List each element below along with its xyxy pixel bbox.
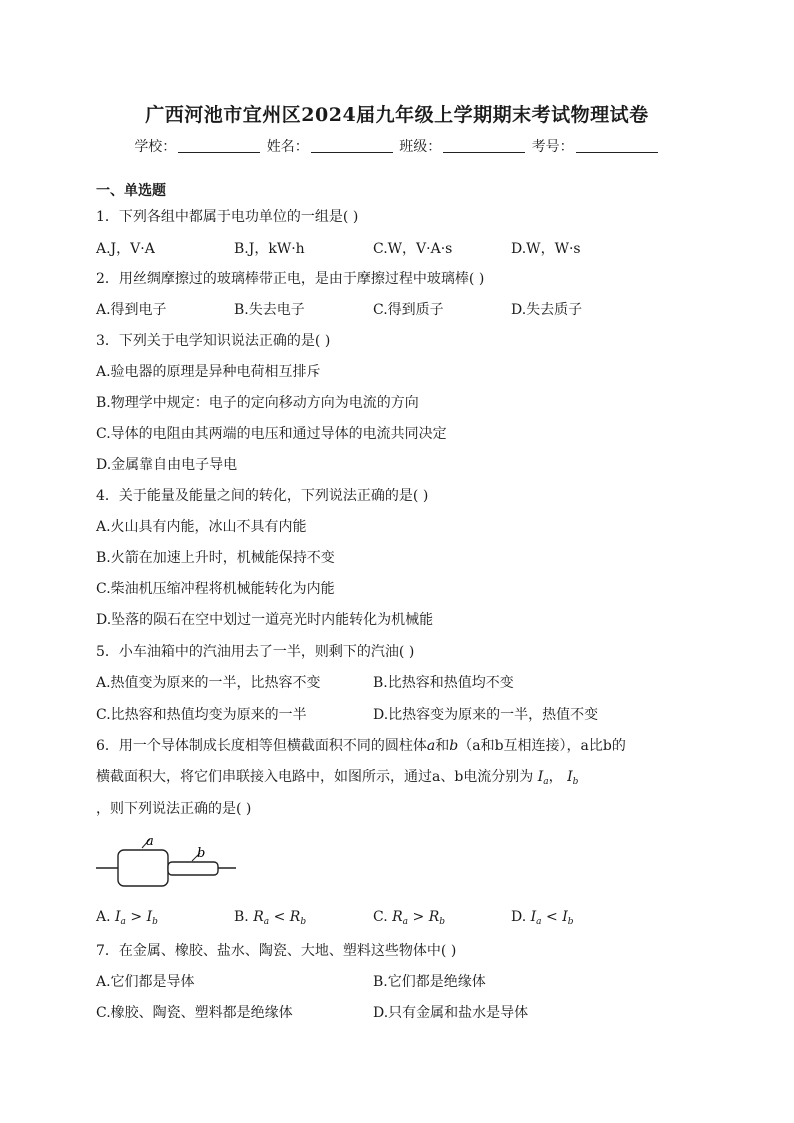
q4-option-a[interactable]: A.火山具有内能，冰山不具有内能 [96, 519, 307, 535]
school-label: 学校： [134, 139, 177, 155]
q6-and: 和 [435, 738, 450, 754]
q7-option-d[interactable]: D.只有金属和盐水是导体 [373, 1005, 529, 1021]
question-6-line-3: ，则下列说法正确的是( ) [96, 801, 252, 817]
cylinder-a [118, 850, 168, 886]
q6-text-2: 横截面积大，将它们串联接入电路中，如图所示，通过a、b电流分别为 [96, 769, 534, 785]
q7-option-c[interactable]: C.橡胶、陶瓷、塑料都是绝缘体 [96, 1005, 293, 1021]
figure-label-a: a [146, 835, 154, 849]
exam-number-blank[interactable] [576, 138, 658, 153]
q6-comma: ， [548, 769, 563, 785]
class-label: 班级： [399, 139, 442, 155]
q6-var-a: a [426, 738, 436, 754]
q4-option-d[interactable]: D.坠落的陨石在空中划过一道亮光时内能转化为机械能 [96, 612, 434, 628]
q6-text-1: 6．用一个导体制成长度相等但横截面积不同的圆柱体 [96, 738, 427, 754]
current-Ib-symbol: $I_b$ [567, 769, 579, 787]
q4-option-c[interactable]: C.柴油机压缩冲程将机械能转化为内能 [96, 581, 335, 597]
q6-text-tail: a比b的 [580, 738, 626, 754]
q2-option-a[interactable]: A.得到电子 [96, 302, 167, 318]
current-Ia-symbol: $I_a$ [537, 769, 549, 787]
q7-option-b[interactable]: B.它们都是绝缘体 [373, 974, 486, 990]
question-7-stem: 7．在金属、橡胶、盐水、陶瓷、大地、塑料这些物体中( ) [96, 943, 457, 959]
q6-option-c[interactable]: C. $R_a > R_b$ [373, 909, 445, 927]
question-6-line-2 [96, 766, 578, 787]
q5-option-b[interactable]: B.比热容和热值均不变 [373, 675, 514, 691]
page-title: 广西河池市宜州区2024届九年级上学期期末考试物理试卷 [145, 104, 649, 126]
question-6-line-1 [96, 735, 626, 755]
question-3-stem: 3．下列关于电学知识说法正确的是( ) [96, 333, 331, 349]
q3-option-b[interactable]: B.物理学中规定：电子的定向移动方向为电流的方向 [96, 395, 419, 411]
q6-option-a[interactable]: A. $I_a > I_b$ [96, 909, 158, 927]
question-2-stem: 2．用丝绸摩擦过的玻璃棒带正电，是由于摩擦过程中玻璃棒( ) [96, 271, 485, 287]
student-info-line [0, 136, 794, 156]
exam-number-label: 考号： [531, 139, 574, 155]
figure-label-b: b [197, 846, 206, 861]
q2-option-c[interactable]: C.得到质子 [373, 302, 444, 318]
section-heading: 一、单选题 [96, 183, 166, 199]
q3-option-a[interactable]: A.验电器的原理是异种电荷相互排斥 [96, 364, 321, 380]
q2-option-b[interactable]: B.失去电子 [234, 302, 305, 318]
q3-option-d[interactable]: D.金属靠自由电子导电 [96, 457, 238, 473]
school-blank[interactable] [178, 138, 260, 153]
q1-option-b[interactable]: B.J，kW·h [234, 241, 305, 257]
q3-option-c[interactable]: C.导体的电阻由其两端的电压和通过导体的电流共同决定 [96, 426, 447, 442]
q4-option-b[interactable]: B.火箭在加速上升时，机械能保持不变 [96, 550, 335, 566]
q1-option-c[interactable]: C.W，V·A·s [373, 241, 453, 257]
question-5-stem: 5．小车油箱中的汽油用去了一半，则剩下的汽油( ) [96, 644, 415, 660]
question-1-stem: 1．下列各组中都属于电功单位的一组是( ) [96, 209, 359, 225]
name-blank[interactable] [311, 138, 393, 153]
class-blank[interactable] [443, 138, 525, 153]
cylinder-b [168, 862, 218, 875]
q6-option-d[interactable]: D. $I_a < I_b$ [511, 909, 574, 927]
q5-option-a[interactable]: A.热值变为原来的一半，比热容不变 [96, 675, 321, 691]
q1-option-a[interactable]: A.J，V·A [96, 241, 155, 257]
q6-option-b[interactable]: B. $R_a < R_b$ [234, 909, 307, 927]
q7-option-a[interactable]: A.它们都是导体 [96, 974, 195, 990]
q2-option-d[interactable]: D.失去质子 [511, 302, 583, 318]
q6-paren: （a和b互相连接）， [458, 738, 581, 754]
question-4-stem: 4．关于能量及能量之间的转化，下列说法正确的是( ) [96, 488, 429, 504]
name-label: 姓名： [266, 139, 309, 155]
q5-option-d[interactable]: D.比热容变为原来的一半，热值不变 [373, 707, 599, 723]
q1-option-d[interactable]: D.W，W·s [511, 241, 581, 257]
q6-var-b: b [449, 738, 459, 754]
q5-option-c[interactable]: C.比热容和热值均变为原来的一半 [96, 707, 307, 723]
conductor-figure [96, 835, 246, 893]
